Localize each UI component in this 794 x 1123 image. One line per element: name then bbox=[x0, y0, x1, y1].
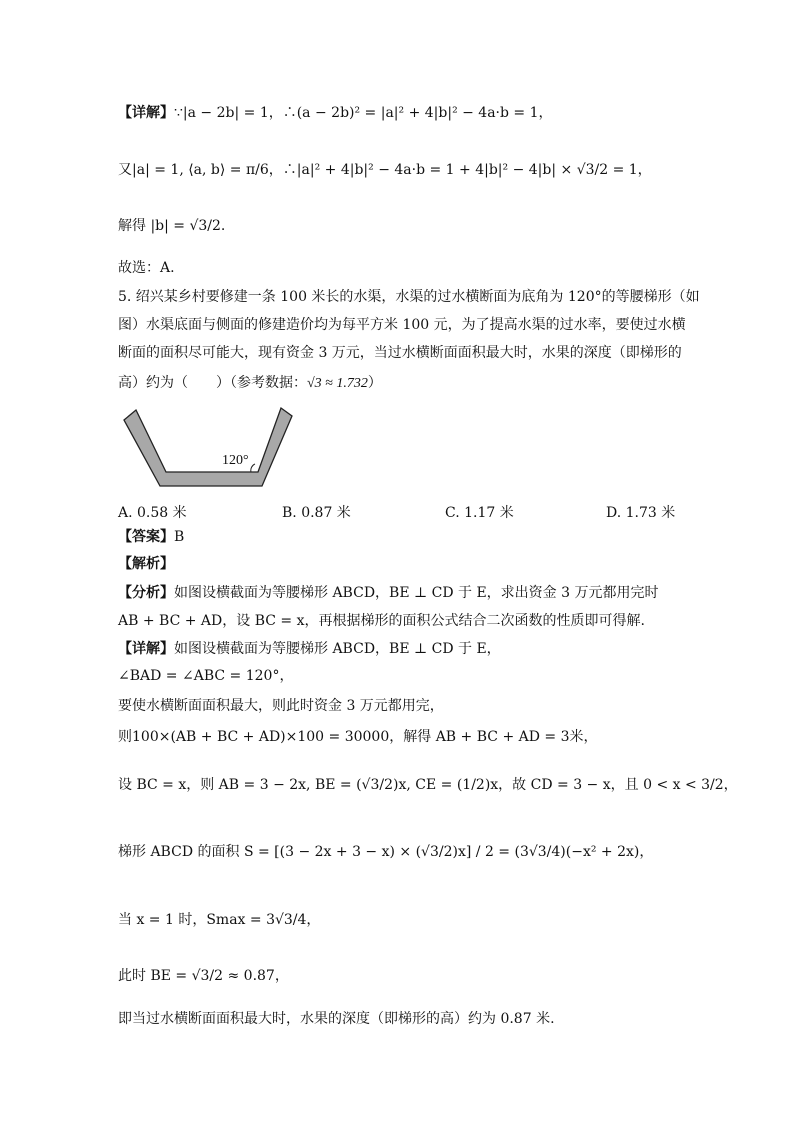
answer-line bbox=[118, 527, 184, 547]
choice-line: 故选：A. bbox=[118, 260, 175, 276]
detail2-line4: 则100×(AB + BC + AD)×100 = 30000，解得 AB + BC + AD = 3米， bbox=[118, 729, 598, 745]
option-a: A. 0.58 米 bbox=[118, 505, 187, 521]
detail2-tag: 【详解】 bbox=[118, 641, 174, 657]
detail1-line2 bbox=[118, 160, 652, 180]
analysis-line2: AB + BC + AD，设 BC = x，再根据梯形的面积公式结合二次函数的性质即可得解. bbox=[118, 613, 645, 629]
detail1-line1 bbox=[118, 103, 553, 123]
analysis-sub-tag: 【分析】 bbox=[118, 585, 174, 601]
question-line4-end: ） bbox=[367, 375, 382, 391]
detail1-line3-prefix: 解得 bbox=[118, 218, 146, 234]
trapezoid-figure bbox=[118, 402, 318, 502]
detail2-line1 bbox=[118, 639, 501, 659]
detail2-line6-text: S = [(3 − 2x + 3 − x) × (√3/2)x] / 2 = (3√3/4)(−x² + 2x)， bbox=[243, 844, 654, 860]
analysis-line1 bbox=[118, 583, 658, 603]
question-line4-math: √3 ≈ 1.732 bbox=[307, 376, 368, 391]
detail2-line9: 即当过水横断面面积最大时，水果的深度（即梯形的高）约为 0.87 米. bbox=[118, 1011, 555, 1027]
angle-marker bbox=[251, 464, 255, 472]
detail1-line3 bbox=[118, 216, 225, 236]
question-line4 bbox=[118, 373, 382, 394]
answer-tag: 【答案】 bbox=[118, 529, 174, 545]
detail2-line2: ∠BAD = ∠ABC = 120°， bbox=[118, 668, 294, 684]
detail2-line6-prefix: 梯形 ABCD 的面积 bbox=[118, 844, 240, 860]
question-line2: 图）水渠底面与侧面的修建造价均为每平方米 100 元，为了提高水渠的过水率，要使过水横 bbox=[118, 317, 686, 333]
detail2-line5: 设 BC = x，则 AB = 3 − 2x, BE = (√3/2)x, CE = (1/2)x，故 CD = 3 − x，且 0 < x < 3/2， bbox=[118, 777, 738, 793]
answer-value: B bbox=[174, 529, 185, 545]
analysis-line1-text: 如图设横截面为等腰梯形 ABCD，BE ⊥ CD 于 E，求出资金 3 万元都用完时 bbox=[174, 585, 659, 601]
detail2-line3: 要使水横断面面积最大，则此时资金 3 万元都用完， bbox=[118, 698, 444, 714]
analysis-tag: 【解析】 bbox=[118, 556, 174, 572]
detail2-line7: 当 x = 1 时，Smax = 3√3/4， bbox=[118, 912, 321, 928]
option-b: B. 0.87 米 bbox=[282, 505, 351, 521]
detail1-tag: 【详解】 bbox=[118, 105, 174, 121]
option-c: C. 1.17 米 bbox=[445, 505, 514, 521]
detail2-line8: 此时 BE = √3/2 ≈ 0.87， bbox=[118, 968, 289, 984]
option-d: D. 1.73 米 bbox=[606, 505, 676, 521]
question-line4-text: 高）约为（ ）（参考数据： bbox=[118, 375, 307, 391]
detail1-line1-text: ∵|a − 2b| = 1，∴(a − 2b)² = |a|² + 4|b|² − 4a·b = 1， bbox=[174, 105, 553, 121]
detail2-line1-text: 如图设横截面为等腰梯形 ABCD，BE ⊥ CD 于 E， bbox=[174, 641, 501, 657]
question-line3: 断面的面积尽可能大，现有资金 3 万元，当过水横断面面积最大时，水果的深度（即梯形的 bbox=[118, 345, 682, 361]
detail2-line6 bbox=[118, 842, 653, 862]
detail1-line2-text: 又|a| = 1, ⟨a, b⟩ = π/6，∴|a|² + 4|b|² − 4a·b = 1 + 4|b|² − 4|b| × √3/2 = 1， bbox=[118, 162, 652, 178]
angle-label: 120° bbox=[222, 453, 249, 468]
channel-outer bbox=[124, 408, 292, 486]
question-line1: 5. 绍兴某乡村要修建一条 100 米长的水渠，水渠的过水横断面为底角为 120°的等腰梯形（如 bbox=[118, 289, 700, 305]
detail1-line3-text: |b| = √3/2. bbox=[150, 218, 226, 234]
